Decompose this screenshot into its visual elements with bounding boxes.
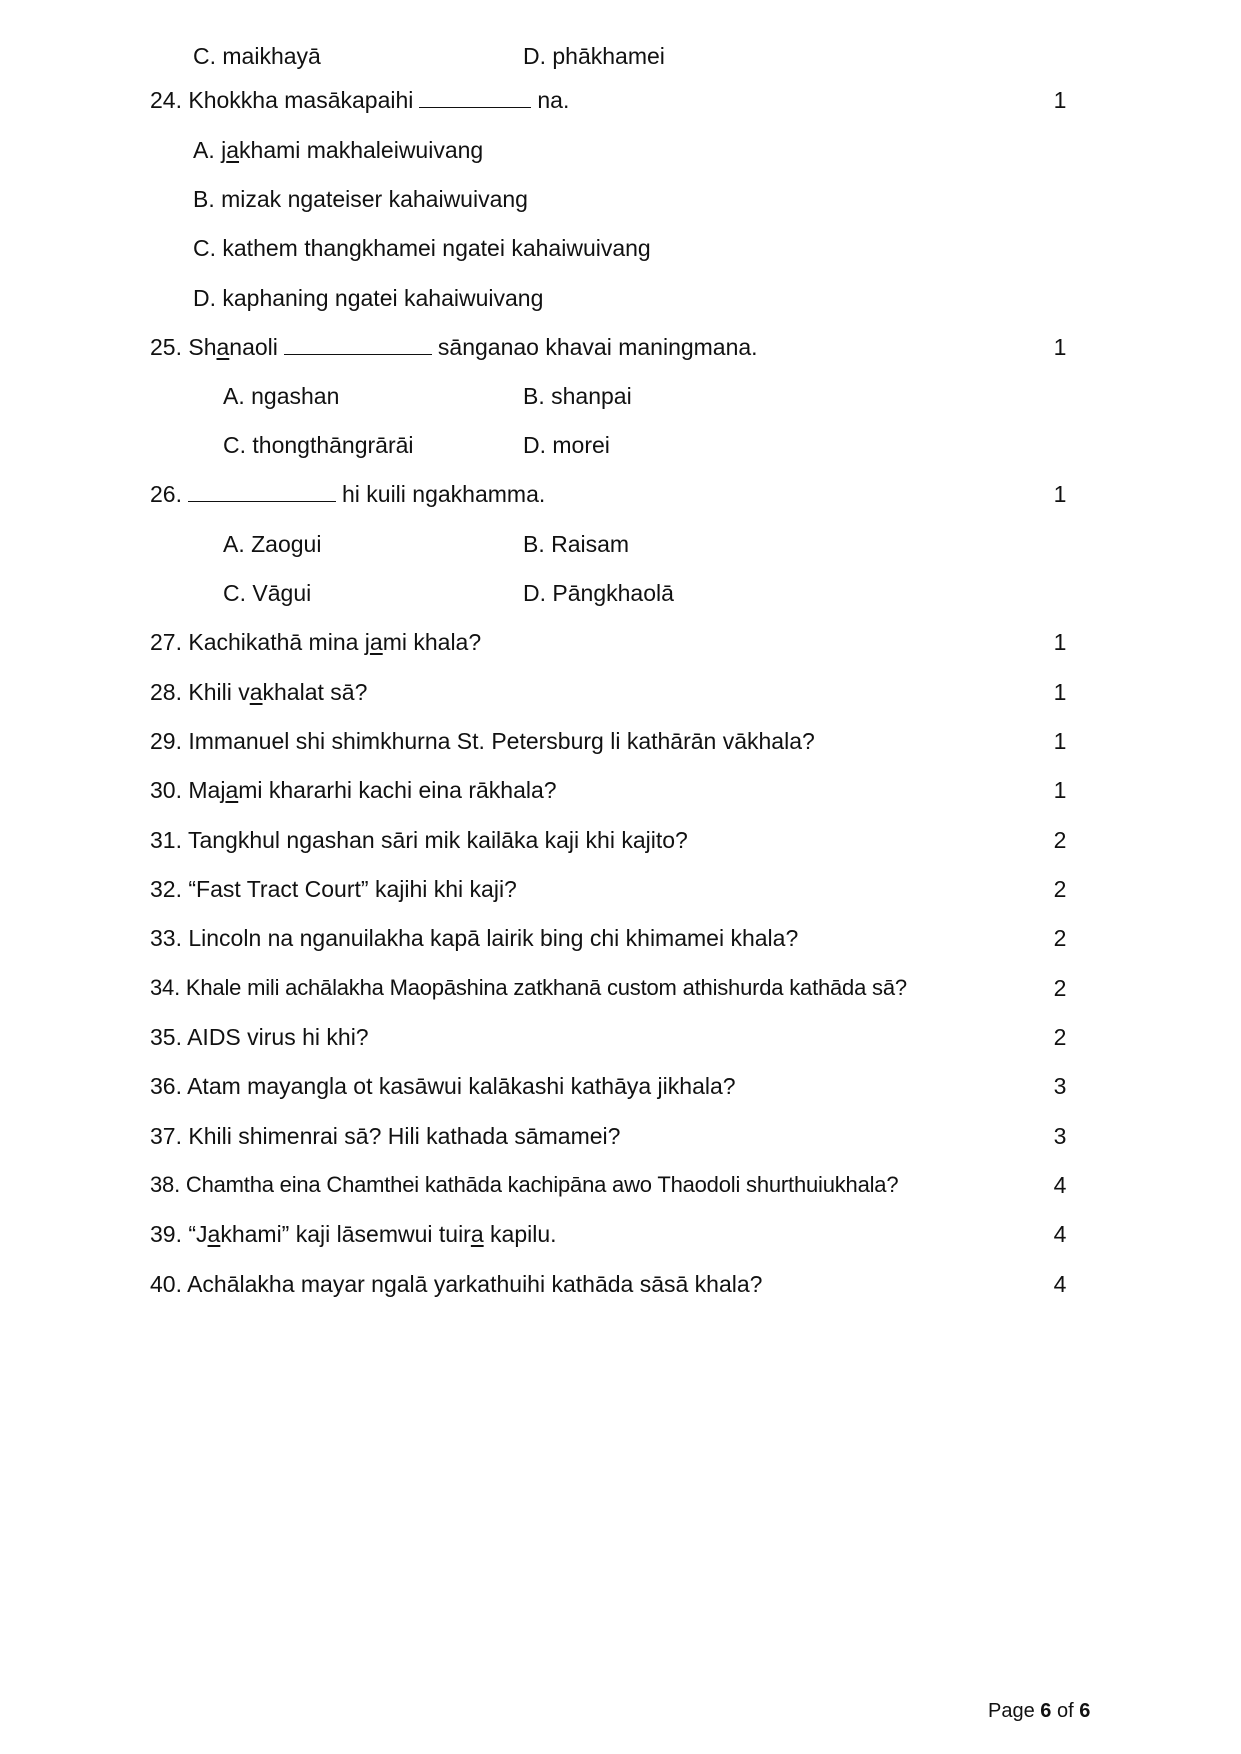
question-38: 38. Chamtha eina Chamthei kathāda kachipāna awo Thaodoli shurthuiukhala? (150, 1172, 899, 1197)
text: mi khala? (382, 629, 482, 655)
question-24 (150, 86, 569, 114)
underlined-letter: a (225, 777, 239, 803)
page-label: Page (988, 1700, 1035, 1722)
text: sānganao khavai maningmana. (437, 334, 758, 360)
answer-blank (188, 481, 336, 502)
text: 25. Sh (150, 334, 217, 360)
marks-q32: 2 (1053, 876, 1067, 902)
question-31: 31. Tangkhul ngashan sāri mik kailāka kaji khi kajito? (150, 827, 688, 853)
text: 28. Khili v (150, 679, 250, 705)
q25-option-c: C. thongthāngrārāi (223, 432, 414, 458)
question-26 (150, 480, 545, 508)
text: kapilu. (483, 1221, 557, 1247)
marks-q40: 4 (1053, 1271, 1067, 1297)
q23-option-d: D. phākhamei (523, 43, 665, 69)
text: 30. Maj (150, 777, 226, 803)
question-32: 32. “Fast Tract Court” kajihi khi kaji? (150, 876, 517, 902)
marks-q31: 2 (1053, 827, 1067, 853)
marks-q34: 2 (1053, 975, 1067, 1001)
marks-q28: 1 (1053, 679, 1067, 705)
question-40: 40. Achālakha mayar ngalā yarkathuihi kathāda sāsā khala? (150, 1271, 763, 1297)
text: 27. Kachikathā mina j (150, 629, 370, 655)
question-text: 24. Khokkha masākapaihi (150, 87, 414, 113)
q24-option-a (193, 136, 483, 164)
underlined-letter: a (226, 137, 240, 163)
marks-q29: 1 (1053, 728, 1067, 754)
q26-option-d: D. Pāngkhaolā (523, 580, 674, 606)
underlined-letter: a (207, 1221, 221, 1247)
question-35: 35. AIDS virus hi khi? (150, 1024, 369, 1050)
question-29: 29. Immanuel shi shimkhurna St. Petersburg li kathārān vākhala? (150, 728, 815, 754)
question-33: 33. Lincoln na nganuilakha kapā lairik bing chi khimamei khala? (150, 925, 799, 951)
q26-option-c: C. Vāgui (223, 580, 312, 606)
text: 39. “J (150, 1221, 208, 1247)
total-pages: 6 (1079, 1700, 1091, 1722)
marks-q38: 4 (1053, 1172, 1067, 1198)
marks-q37: 3 (1053, 1123, 1067, 1149)
marks-q33: 2 (1053, 925, 1067, 951)
text: khami makhaleiwuivang (239, 137, 484, 163)
q25-option-b: B. shanpai (523, 383, 632, 409)
q25-option-d: D. morei (523, 432, 610, 458)
question-text-tail: na. (537, 87, 570, 113)
text: A. j (193, 137, 227, 163)
underlined-letter: a (249, 679, 263, 705)
current-page: 6 (1040, 1700, 1052, 1722)
underlined-letter: a (216, 334, 230, 360)
underlined-letter: a (369, 629, 383, 655)
question-25 (150, 333, 758, 361)
page-number-footer (988, 1700, 1090, 1723)
question-39 (150, 1220, 557, 1248)
question-27 (150, 628, 481, 656)
question-28 (150, 678, 367, 706)
marks-q24: 1 (1053, 87, 1067, 113)
q24-option-c: C. kathem thangkhamei ngatei kahaiwuivang (193, 235, 651, 261)
question-34: 34. Khale mili achālakha Maopāshina zatkhanā custom athishurda kathāda sā? (150, 975, 907, 1000)
page-of: of (1056, 1700, 1074, 1722)
q25-option-a: A. ngashan (223, 383, 340, 409)
text: 26. (150, 481, 182, 507)
marks-q25: 1 (1053, 334, 1067, 360)
text: hi kuili ngakhamma. (341, 481, 546, 507)
q26-option-a: A. Zaogui (223, 531, 322, 557)
q23-option-c: C. maikhayā (193, 43, 321, 69)
text: khami” kaji lāsemwui tuir (220, 1221, 471, 1247)
answer-blank (284, 334, 432, 355)
question-37: 37. Khili shimenrai sā? Hili kathada sāmamei? (150, 1123, 621, 1149)
question-30 (150, 776, 557, 804)
text: mi khararhi kachi eina rākhala? (238, 777, 557, 803)
q26-option-b: B. Raisam (523, 531, 630, 557)
text: khalat sā? (262, 679, 368, 705)
text: naoli (229, 334, 278, 360)
marks-q30: 1 (1053, 777, 1067, 803)
marks-q39: 4 (1053, 1221, 1067, 1247)
marks-q35: 2 (1053, 1024, 1067, 1050)
marks-q36: 3 (1053, 1073, 1067, 1099)
marks-q26: 1 (1053, 481, 1067, 507)
underlined-letter: a (470, 1221, 484, 1247)
q24-option-b: B. mizak ngateiser kahaiwuivang (193, 186, 528, 212)
question-36: 36. Atam mayangla ot kasāwui kalākashi kathāya jikhala? (150, 1073, 736, 1099)
answer-blank (419, 87, 531, 108)
q24-option-d: D. kaphaning ngatei kahaiwuivang (193, 285, 544, 311)
marks-q27: 1 (1053, 629, 1067, 655)
